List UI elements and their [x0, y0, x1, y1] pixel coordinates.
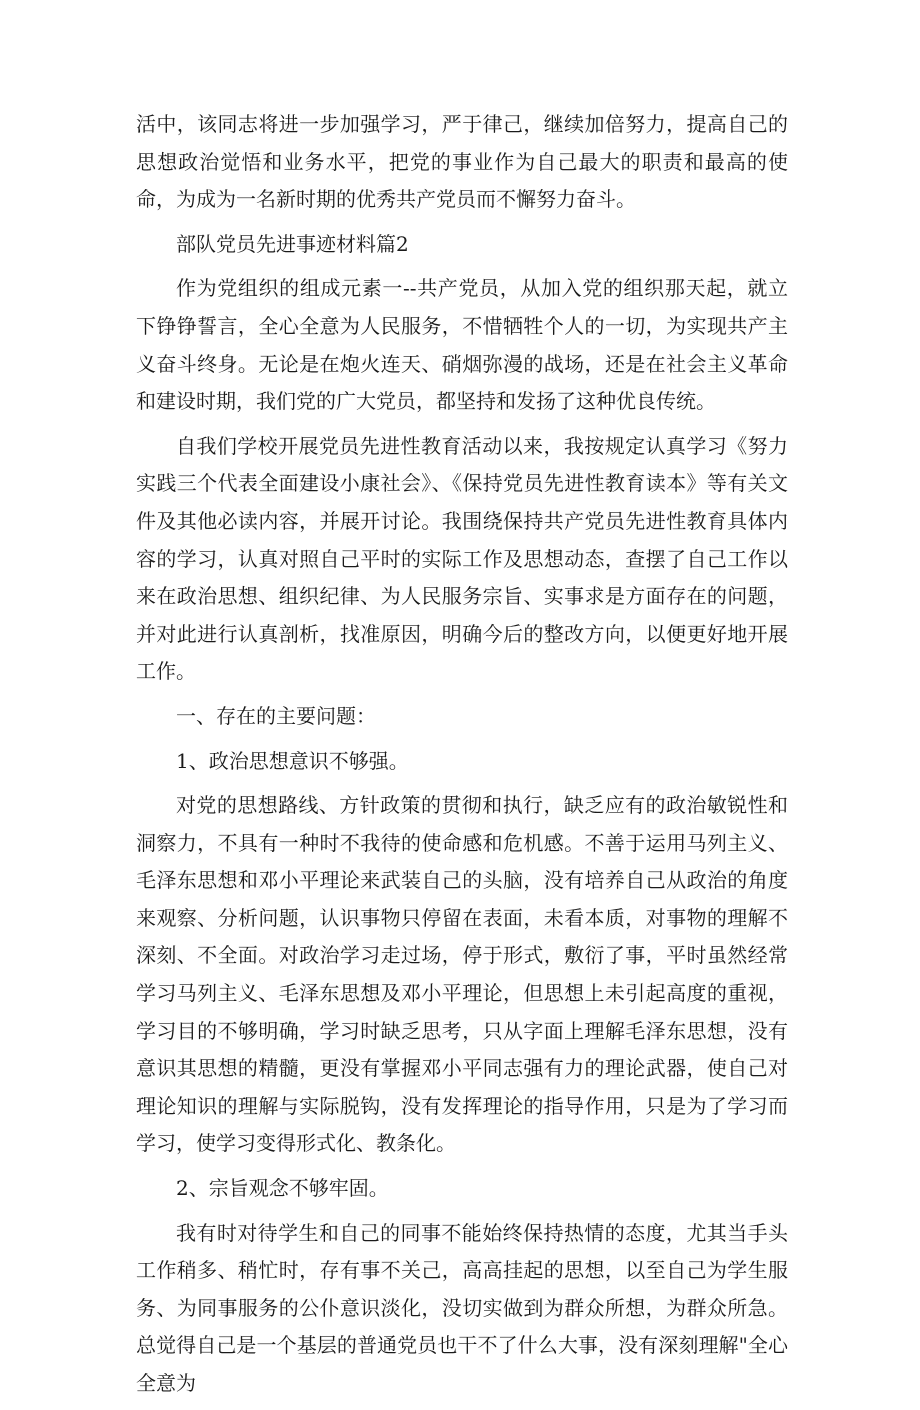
paragraph: 自我们学校开展党员先进性教育活动以来，我按规定认真学习《努力实践三个代表全面建设小康社会》、《保持党员先进性教育读本》等有关文件及其他必读内容，并展开讨论。我围绕保持共产党员先进性教育具体内容的学习，认真对照自己平时的实际工作及思想动态，查摆了自己工作以来在政治思想、组织纪律、为人民服务宗旨、实事求是方面存在的问题，并对此进行认真剖析，找准原因，明确今后的整改方向，以便更好地开展工作。	[136, 433, 788, 684]
paragraph: 对党的思想路线、方针政策的贯彻和执行，缺乏应有的政治敏锐性和洞察力，不具有一种时不我待的使命感和危机感。不善于运用马列主义、毛泽东思想和邓小平理论来武装自己的头脑，没有培养自己从政治的角度来观察、分析问题，认识事物只停留在表面，未看本质，对事物的理解不深刻、不全面。对政治学习走过场，停于形式，敷衍了事，平时虽然经常学习马列主义、毛泽东思想及邓小平理论，但思想上未引起高度的重视，学习目的不够明确，学习时缺乏思考，只从字面上理解毛泽东思想，没有意识其思想的精髓，更没有掌握邓小平同志强有力的理论武器，使自己对理论知识的理解与实际脱钩，没有发挥理论的指导作用，只是为了学习而学习，使学习变得形式化、教条化。	[136, 793, 788, 1156]
section-heading: 部队党员先进事迹材料篇2	[176, 231, 409, 256]
list-item-heading: 1、政治思想意识不够强。	[176, 748, 409, 773]
paragraph: 作为党组织的组成元素一--共产党员，从加入党的组织那天起，就立下铮铮誓言，全心全意为人民服务，不惜牺牲个人的一切，为实现共产主义奋斗终身。无论是在炮火连天、硝烟弥漫的战场，还是在社会主义革命和建设时期，我们党的广大党员，都坚持和发扬了这种优良传统。	[136, 276, 788, 414]
document-body	[136, 106, 788, 1410]
subheading: 一、存在的主要问题：	[176, 703, 376, 728]
paragraph: 我有时对待学生和自己的同事不能始终保持热情的态度，尤其当手头工作稍多、稍忙时，存有事不关己，高高挂起的思想，以至自己为学生服务、为同事服务的公仆意识淡化，没切实做到为群众所想，为群众所急。总觉得自己是一个基层的普通党员也干不了什么大事，没有深刻理解"全心全意为	[136, 1220, 788, 1395]
paragraph-continuation: 活中，该同志将进一步加强学习，严于律己，继续加倍努力，提高自己的思想政治觉悟和业务水平，把党的事业作为自己最大的职责和最高的使命，为成为一名新时期的优秀共产党员而不懈努力奋斗。	[136, 112, 788, 212]
list-item-heading: 2、宗旨观念不够牢固。	[176, 1176, 389, 1201]
